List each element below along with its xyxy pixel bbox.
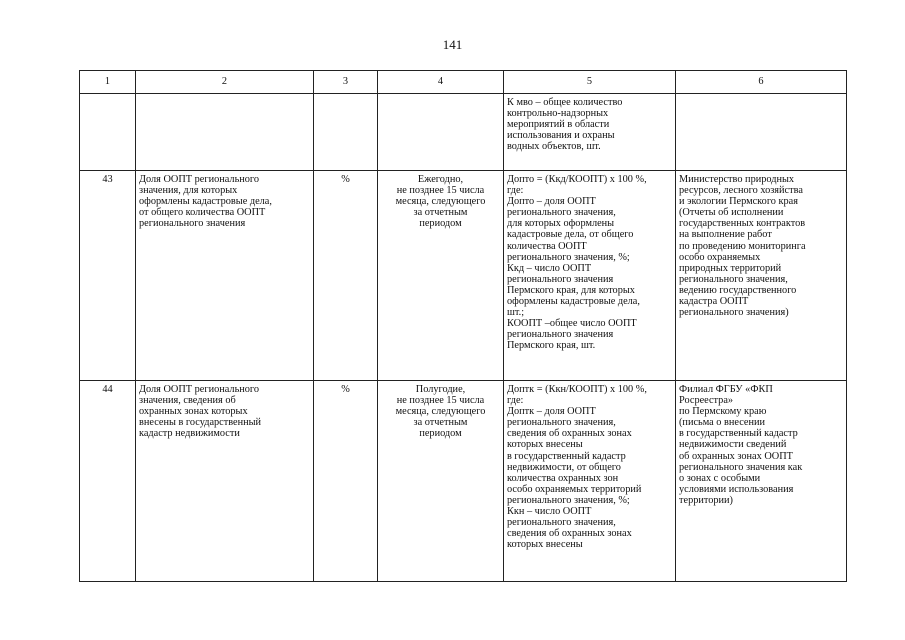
formula-line: водных объектов, шт. (507, 141, 601, 153)
source-cell (676, 171, 847, 381)
column-header: 1 (80, 71, 136, 94)
indicator-line: оформлены кадастровые дела, (139, 196, 272, 208)
period-line: месяца, следующего (395, 406, 486, 418)
formula-line: количества охранных зон (507, 472, 619, 484)
column-header: 2 (136, 71, 314, 94)
formula-line: Допто = (Ккд/КООПТ) х 100 %, (507, 174, 647, 185)
column-header: 5 (504, 71, 676, 94)
formula-line: мероприятий в области (507, 119, 610, 131)
formula-line: которых внесены (507, 539, 583, 551)
formula-line: Пермского края, шт. (507, 340, 596, 352)
formula-line: контрольно-надзорных (507, 108, 609, 120)
source-line: (Отчеты об исполнении (679, 207, 784, 219)
indicator-line: Доля ООПТ регионального (139, 174, 260, 185)
formula-line: кадастровые дела, от общего (507, 229, 634, 241)
source-line: регионального значения как (679, 461, 803, 473)
source-line: природных территорий (679, 262, 782, 274)
indicator-line: кадастр недвижимости (139, 428, 240, 440)
source-line: кадастра ООПТ (679, 296, 749, 308)
period-line: периодом (419, 218, 462, 230)
formula-line: Пермского края, для которых (507, 284, 635, 296)
formula-line: Доптк – доля ООПТ (507, 406, 596, 418)
formula-line: особо охраняемых территорий (507, 483, 642, 495)
source-line: в государственный кадастр (679, 428, 798, 440)
source-line: государственных контрактов (679, 218, 806, 230)
table-row-continuation (80, 94, 847, 171)
period-line: Ежегодно, (417, 174, 464, 185)
period-cell (378, 381, 504, 582)
indicator-line: охранных зонах которых (139, 406, 248, 418)
source-line: и экологии Пермского края (679, 196, 798, 208)
indicator-cell (136, 381, 314, 582)
source-line: об охранных зонах ООПТ (679, 450, 793, 462)
indicator-line: Доля ООПТ регионального (139, 384, 260, 395)
period-line: не позднее 15 числа (396, 395, 485, 407)
source-cell (676, 94, 847, 171)
formula-line: регионального значения, (507, 517, 616, 529)
source-line: ресурсов, лесного хозяйства (679, 185, 803, 197)
source-line: недвижимости сведений (679, 439, 787, 451)
formula-line: Ккд – число ООПТ (507, 262, 592, 274)
formula-line: регионального значения (507, 273, 614, 285)
indicator-line: регионального значения (139, 218, 246, 230)
formula-line: Доптк = (Ккн/КООПТ) х 100 %, (507, 384, 647, 395)
period-line: за отчетным (413, 417, 468, 429)
period-cell (378, 171, 504, 381)
row-number-cell: 44 (80, 381, 136, 582)
column-header: 6 (676, 71, 847, 94)
unit-cell (314, 94, 378, 171)
period-line: Полугодие, (415, 384, 466, 395)
formula-line: недвижимости, от общего (507, 461, 621, 473)
indicator-cell (136, 94, 314, 171)
source-line: регионального значения, (679, 273, 788, 285)
formula-line: сведения об охранных зонах (507, 528, 632, 540)
row-number-cell: 43 (80, 171, 136, 381)
formula-line: сведения об охранных зонах (507, 428, 632, 440)
page-number: 141 (442, 37, 463, 52)
formula-cell (504, 171, 676, 381)
table-header-row (80, 71, 847, 94)
formula-line: шт.; (507, 307, 525, 319)
source-line: на выполнение работ (679, 229, 772, 241)
indicator-line: внесены в государственный (139, 417, 262, 429)
formula-line: оформлены кадастровые дела, (507, 296, 640, 308)
period-cell (378, 94, 504, 171)
formula-line: КООПТ –общее число ООПТ (507, 318, 637, 330)
column-header: 3 (314, 71, 378, 94)
unit-cell: % (314, 171, 378, 381)
formula-cell (504, 381, 676, 582)
column-header: 4 (378, 71, 504, 94)
formula-line: регионального значения, %; (507, 494, 630, 506)
indicator-line: значения, сведения об (139, 395, 236, 407)
source-line: Министерство природных (679, 174, 795, 185)
formula-line: регионального значения, (507, 417, 616, 429)
unit-cell: % (314, 381, 378, 582)
source-line: условиями использования (679, 483, 794, 495)
formula-line: регионального значения, %; (507, 251, 630, 263)
period-line: за отчетным (413, 207, 468, 219)
source-line: Филиал ФГБУ «ФКП (679, 384, 773, 395)
period-line: месяца, следующего (395, 196, 486, 208)
formula-line: К мво – общее количество (507, 97, 623, 108)
source-line: территории) (679, 494, 733, 506)
source-cell (676, 381, 847, 582)
row-number-cell (80, 94, 136, 171)
formula-line: которых внесены (507, 439, 583, 451)
formula-line: использования и охраны (507, 130, 615, 142)
indicator-line: от общего количества ООПТ (139, 207, 266, 219)
indicators-table (79, 70, 847, 582)
formula-line: в государственный кадастр (507, 450, 626, 462)
source-line: регионального значения) (679, 307, 789, 319)
table-row (80, 381, 847, 582)
indicator-line: значения, для которых (139, 185, 238, 197)
indicator-cell (136, 171, 314, 381)
table-row (80, 171, 847, 381)
period-line: не позднее 15 числа (396, 185, 485, 197)
formula-line: где: (507, 185, 524, 197)
source-line: (письма о внесении (679, 417, 766, 429)
formula-line: количества ООПТ (507, 240, 587, 252)
source-line: по проведению мониторинга (679, 240, 806, 252)
formula-line: регионального значения, (507, 207, 616, 219)
formula-line: Допто – доля ООПТ (507, 196, 596, 208)
formula-line: Ккн – число ООПТ (507, 506, 592, 518)
source-line: особо охраняемых (679, 251, 761, 263)
formula-cell (504, 94, 676, 171)
period-line: периодом (419, 428, 462, 440)
source-line: Росреестра» (679, 395, 734, 407)
source-line: ведению государственного (679, 284, 797, 296)
source-line: о зонах с особыми (679, 472, 761, 484)
formula-line: регионального значения (507, 329, 614, 341)
source-line: по Пермскому краю (679, 406, 767, 418)
formula-line: для которых оформлены (507, 218, 615, 230)
formula-line: где: (507, 395, 524, 407)
